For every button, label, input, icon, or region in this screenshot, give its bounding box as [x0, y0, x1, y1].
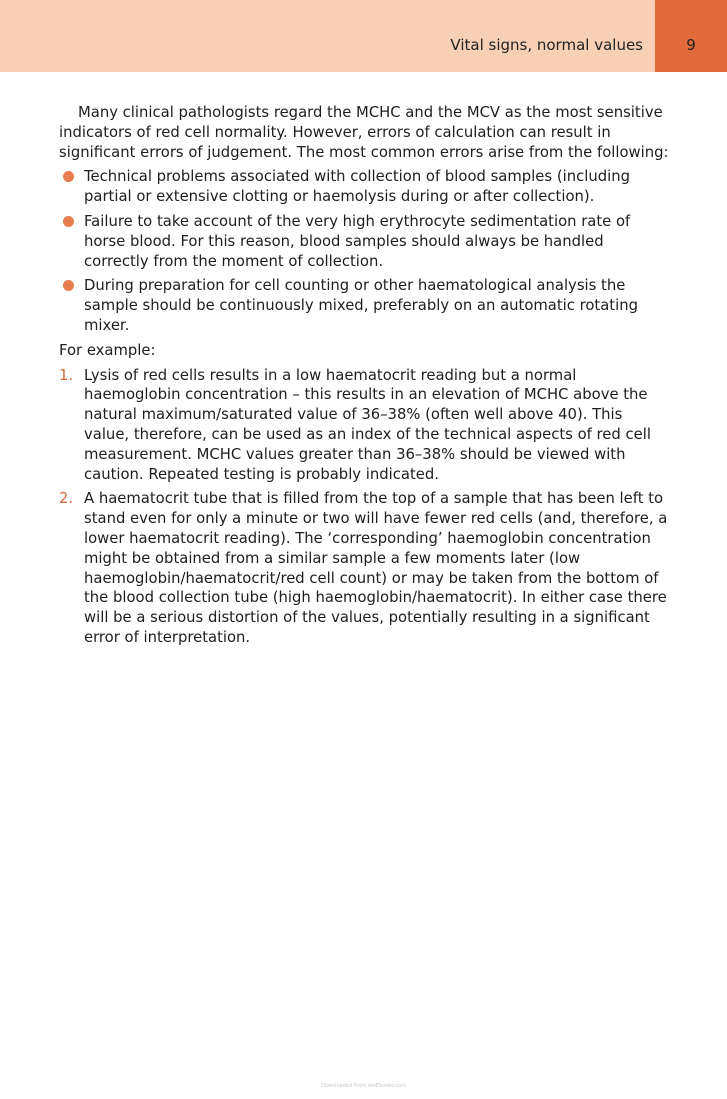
page-number-box	[655, 0, 727, 72]
page-number: 9	[686, 36, 696, 54]
footer-watermark: Downloaded From VetEbooks.com	[321, 1083, 406, 1089]
body-content	[59, 103, 669, 653]
bullet-dot-icon	[63, 216, 74, 227]
for-example-label: For example:	[59, 341, 156, 359]
bullet-dot-icon	[63, 171, 74, 182]
bullet-text: During preparation for cell counting or other haematological analysis the sample should be continuously mixed, preferably on an automatic rotating mixer.	[84, 277, 638, 334]
bullet-item	[59, 276, 669, 335]
running-header-title: Vital signs, normal values	[450, 36, 643, 54]
bullet-text: Technical problems associated with collection of blood samples (including partial or extensive clotting or haemolysis during or after collection).	[84, 168, 630, 206]
header-band	[0, 0, 727, 72]
bullet-text: Failure to take account of the very high erythrocyte sedimentation rate of horse blood. For this reason, blood samples should always be handled correctly from the moment of collection.	[84, 212, 631, 270]
item-number: 1.	[59, 366, 74, 384]
numbered-item	[59, 489, 669, 647]
numbered-item	[59, 366, 669, 485]
numbered-text: A haematocrit tube that is filled from the top of a sample that has been left to stand even for only a minute or two will have fewer red cells (and, therefore, a lower haematocrit reading). The ‘corresponding’ haemoglobin concentration might be obtained from a similar sample a few moments later (low haemoglobin/haematocrit/red cell count) or may be taken from the bottom of the blood collection tube (high haemoglobin/haematocrit). In either case there will be a serious distortion of the values, potentially resulting in a significant error of interpretation.	[84, 490, 668, 646]
examples-list	[59, 366, 669, 648]
numbered-text: Lysis of red cells results in a low haematocrit reading but a normal haemoglobin concentration – this results in an elevation of MCHC above the natural maximum/saturated value of 36–38% (often well above 40). This value, therefore, can be used as an index of the technical aspects of red cell measurement. MCHC values greater than 36–38% should be viewed with caution. Repeated testing is probably indicated.	[84, 366, 651, 483]
error-sources-list	[59, 167, 669, 335]
item-number: 2.	[59, 490, 74, 508]
intro-paragraph: Many clinical pathologists regard the MCHC and the MCV as the most sensitive indicators of red cell normality. However, errors of calculation can result in significant errors of judgement. The most common errors arise from the following:	[59, 104, 669, 161]
bullet-item	[59, 167, 669, 207]
bullet-dot-icon	[63, 280, 74, 291]
bullet-item	[59, 212, 669, 271]
